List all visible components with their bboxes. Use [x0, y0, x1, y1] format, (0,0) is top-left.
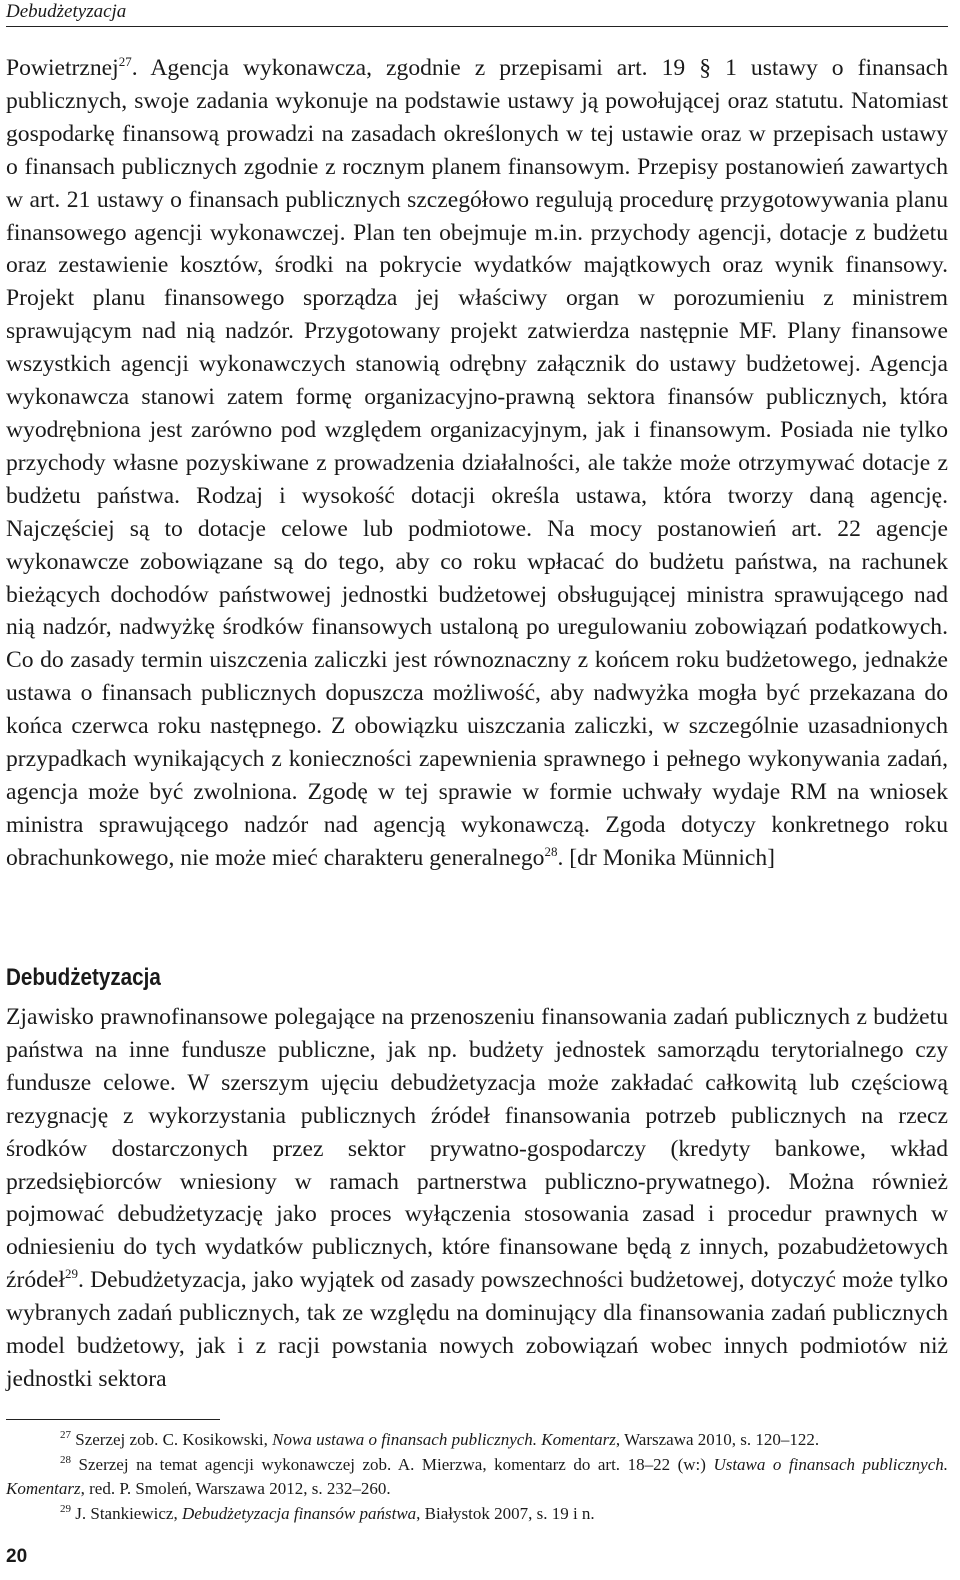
footnote-ref-27[interactable]: 27 [118, 54, 132, 69]
header-divider [6, 26, 948, 27]
intro-text-3: . [dr Monika Münnich] [557, 844, 776, 871]
intro-paragraph [6, 52, 948, 875]
section-text-1: Zjawisko prawnofinansowe polegające na przenoszeniu finansowania zadań publicznych z budżetu państwa na inne fundusze publiczne, jak np. budżety jednostek samorządu terytorialnego czy fundusze celowe. W szerszym ujęciu debudżetyzacja może zakładać całkowitą lub częściową rezygnację z wykorzystania publicznych źródeł finansowania potrzeb publicznych na rzecz środków dostarczonych przez sektor prywatno-gospodarczy (kredyty bankowe, wkład przedsiębiorców wniesiony w ramach partnerstwa publiczno-prywatnego). Można również pojmować debudżetyzację jako proces wyłączenia stosowania zasad i procedur prawnych w odniesieniu do tych wydatków publicznych, które finansowane będą z innych, pozabudżetowych źródeł [6, 1004, 948, 1294]
footnote-title: Nowa ustawa o finansach publicznych. Komentarz [272, 1430, 616, 1449]
footnote-number: 29 [60, 1502, 71, 1515]
footnote-29 [6, 1502, 948, 1527]
running-head: Debudżetyzacja [6, 1, 127, 22]
footnote-ref-29[interactable]: 29 [64, 1266, 78, 1282]
footnote-divider [6, 1419, 220, 1420]
section-paragraph [6, 1001, 948, 1396]
footnote-number: 27 [60, 1429, 71, 1441]
footnotes [6, 1428, 948, 1526]
intro-text-1: Powietrznej [6, 55, 119, 81]
footnote-27 [6, 1428, 948, 1453]
footnote-28 [6, 1453, 948, 1502]
footnote-text: , red. P. Smoleń, Warszawa 2012, s. 232–260. [80, 1479, 391, 1498]
page-number: 20 [6, 1546, 28, 1567]
footnote-text: , Białystok 2007, s. 19 i n. [416, 1503, 595, 1523]
footnote-number: 28 [60, 1453, 71, 1466]
footnote-title: Debudżetyzacja finansów państwa [181, 1503, 417, 1523]
footnote-title: Ustawa o finansach publicznych. Komentarz [6, 1454, 949, 1498]
section-heading: Debudżetyzacja [6, 964, 161, 991]
intro-text-2: . Agencja wykonawcza, zgodnie z przepisami art. 19 § 1 ustawy o finansach publicznych, swoje zadania wykonuje na podstawie ustawy ją powołującej oraz statutu. Natomiast gospodarkę finansową prowadzi na zasadach określonych w tej ustawie oraz w przepisach ustawy o finansach publicznych zgodnie z rocznym planem finansowym. Przepisy postanowień zawartych w art. 21 ustawy o finansach publicznych szczegółowo regulują procedurę przygotowywania planu finansowego agencji wykonawczej. Plan ten obejmuje m.in. przychody agencji, dotacje z budżetu oraz zestawienie kosztów, środki na pokrycie wydatków majątkowych oraz wynik finansowy. Projekt planu finansowego sporządza jej właściwy organ w porozumieniu z ministrem sprawującym nad nią nadzór. Przygotowany projekt zatwierdza następnie MF. Plany finansowe wszystkich agencji wykonawczych stanowią odrębny załącznik do ustawy budżetowej. Agencja wykonawcza stanowi zatem formę organizacyjno-prawną sektora finansów publicznych, która wyodrębniona jest zarówno pod względem organizacyjnym, jak i finansowym. Posiada nie tylko przychody własne pozyskiwane z prowadzenia działalności, ale także może otrzymywać dotacje z budżetu państwa. Rodzaj i wysokość dotacji określa ustawa, która tworzy daną agencję. Najczęściej są to dotacje celowe lub podmiotowe. Na mocy postanowień art. 22 agencje wykonawcze zobowiązane są do tego, aby co roku wpłacać do budżetu państwa, na rachunek bieżących dochodów państwowej jednostki budżetowej obsługującej ministra sprawującego nad nią nadzór, nadwyżkę środków finansowych ustaloną po uregulowaniu zobowiązań podatkowych. Co do zasady termin uiszczenia zaliczki jest równoznaczny z końcem roku budżetowego, jednakże ustawa o finansach publicznych dopuszcza możliwość, aby nadwyżka mogła być przekazana do końca czerwca roku następnego. Z obowiązku uiszczania zaliczki, w szczególnie uzasadnionych przypadkach wynikających z konieczności zapewnienia sprawnego i pełnego wykonywania zadań, agencja może być zwolniona. Zgodę w tej sprawie w formie uchwały wydaje RM na wniosek ministra sprawującego nadzór nad agencją wykonawczą. Zgoda dotyczy konkretnego roku obrachunkowego, nie może mieć charakteru generalnego [6, 55, 948, 871]
footnote-text: Szerzej na temat agencji wykonawczej zob. A. Mierzwa, komentarz do art. 18–22 (w:) [78, 1454, 714, 1474]
footnote-ref-28[interactable]: 28 [544, 843, 558, 859]
footnote-text: Szerzej zob. C. Kosikowski, [75, 1430, 273, 1449]
footnote-text: J. Stankiewicz, [75, 1503, 182, 1523]
footnote-text: , Warszawa 2010, s. 120–122. [615, 1430, 820, 1449]
section-text-2: . Debudżetyzacja, jako wyjątek od zasady powszechności budżetowej, dotyczyć może tylko wybranych zadań publicznych, tak ze względu na dominujący dla finansowania zadań publicznych model budżetowy, jak i z racji powstania nowych zobowiązań wobec innych podmiotów niż jednostki sektora [6, 1267, 948, 1392]
